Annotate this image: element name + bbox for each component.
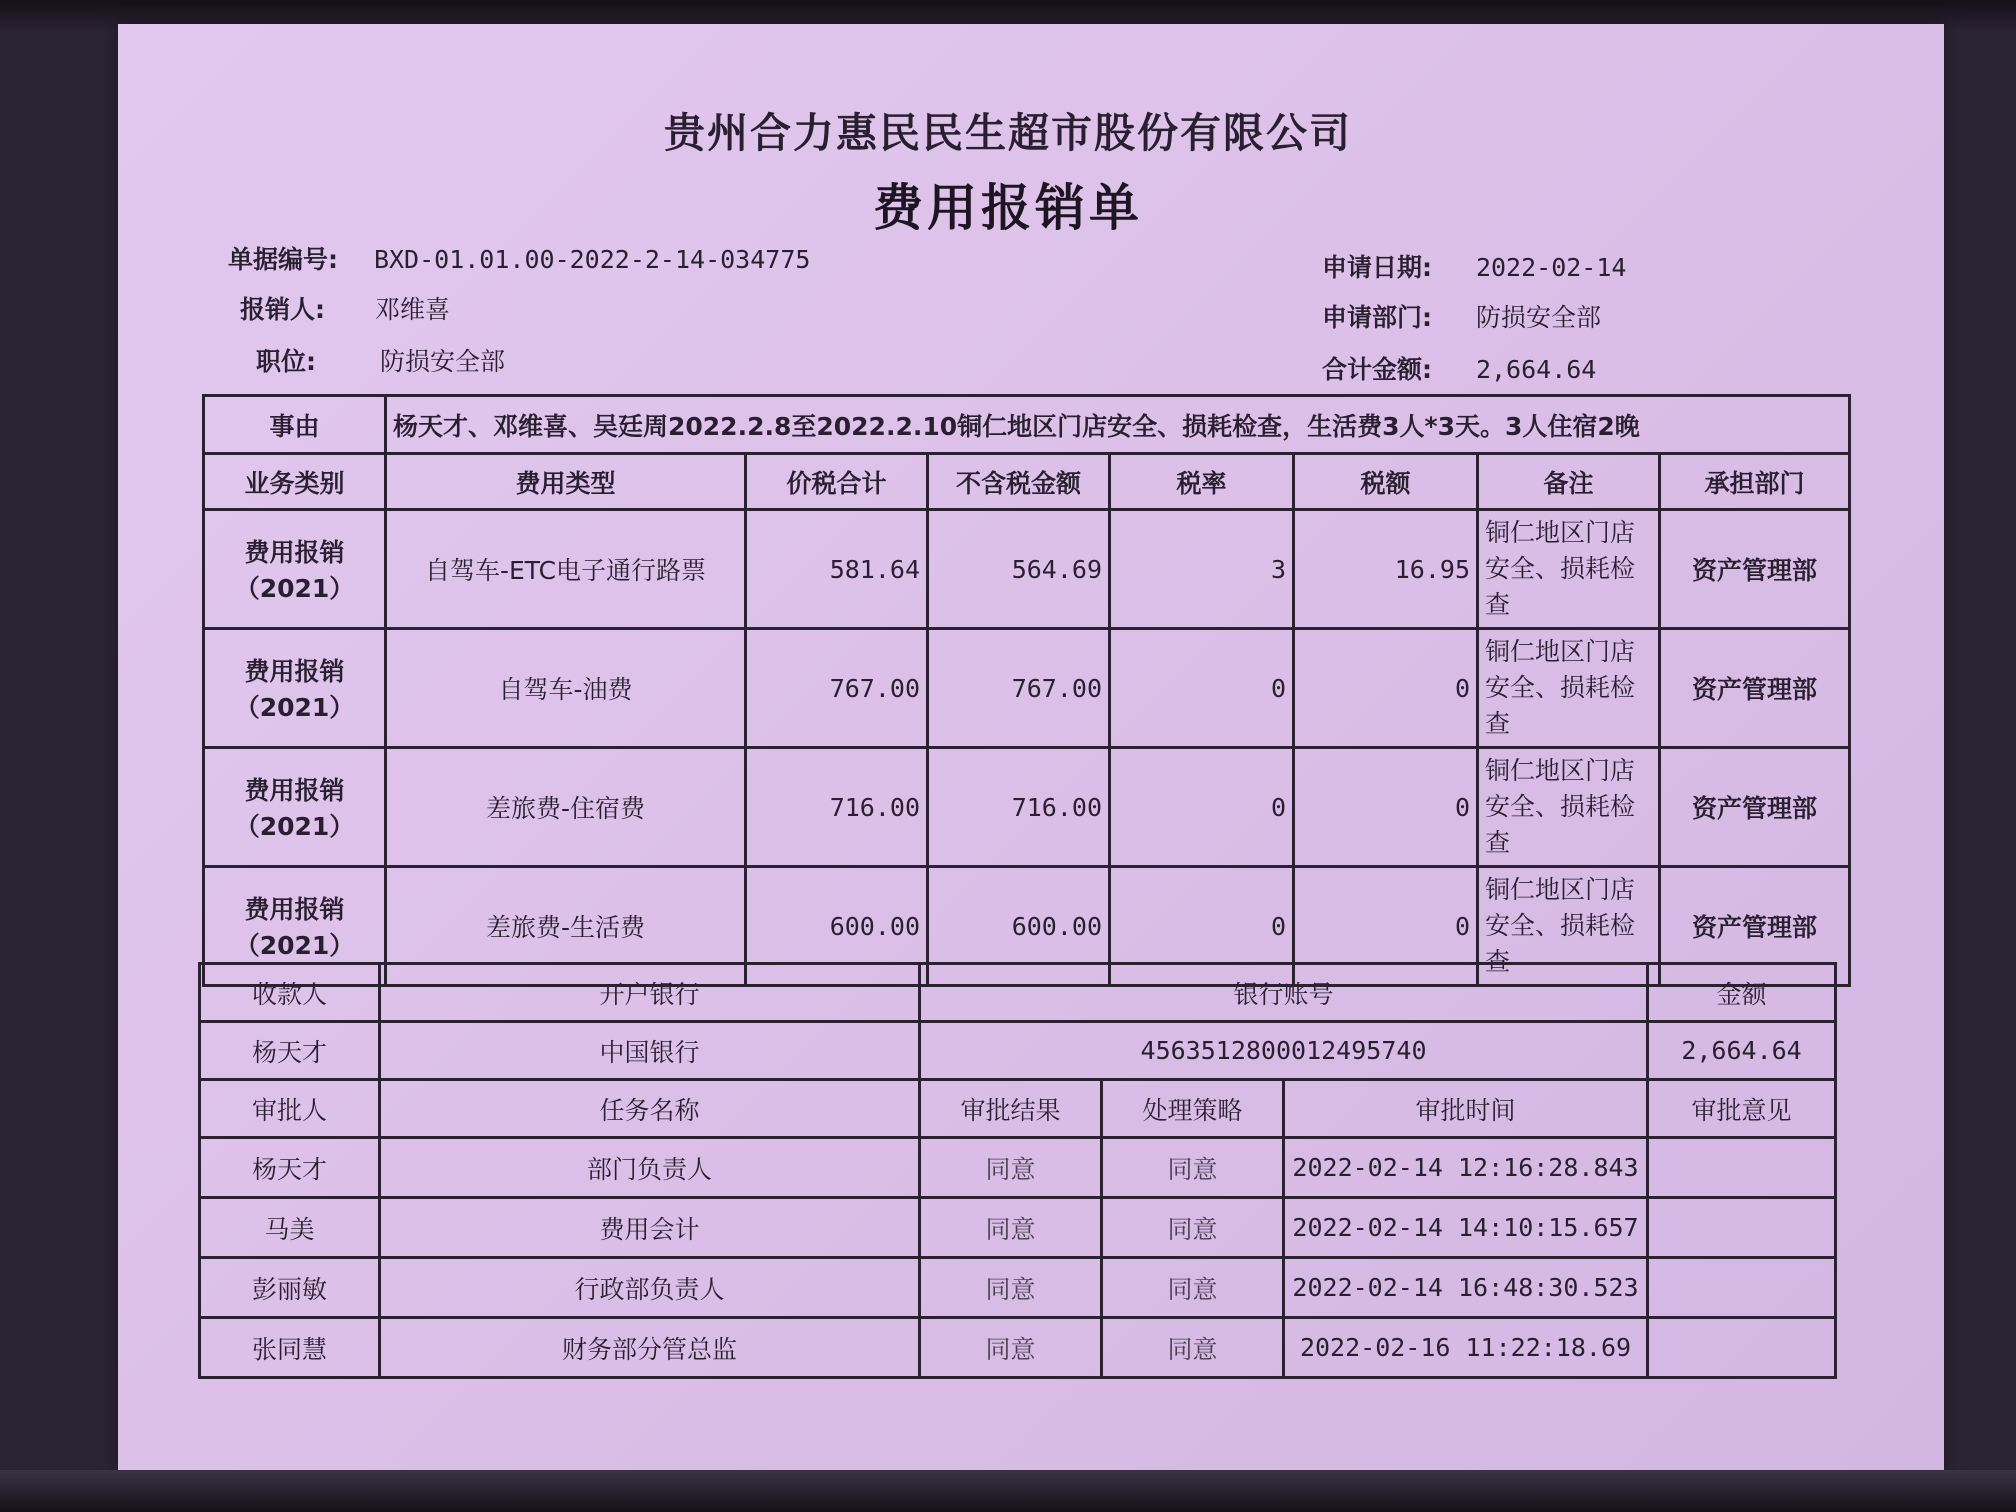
net-amount: 564.69	[928, 510, 1110, 629]
expense-category: 费用报销（2021）	[204, 867, 386, 986]
payment-row	[200, 1022, 1836, 1080]
col-header: 审批意见	[1648, 1080, 1836, 1138]
claimant-name: 邓维喜	[374, 295, 450, 324]
approver-name: 彭丽敏	[200, 1258, 380, 1318]
tax-amount: 16.95	[1294, 510, 1478, 629]
approval-header-row	[200, 1080, 1836, 1138]
approval-time: 2022-02-16 11:22:18.69	[1284, 1318, 1648, 1378]
expense-category: 费用报销（2021）	[204, 510, 386, 629]
approval-time: 2022-02-14 14:10:15.657	[1284, 1198, 1648, 1258]
net-amount: 767.00	[928, 629, 1110, 748]
tax-rate: 0	[1110, 867, 1294, 986]
expense-category: 费用报销（2021）	[204, 748, 386, 867]
col-header: 业务类别	[204, 454, 386, 510]
col-header: 税额	[1294, 454, 1478, 510]
document-title: 费用报销单	[873, 178, 1143, 237]
approval-opinion	[1648, 1138, 1836, 1198]
tax-rate: 0	[1110, 629, 1294, 748]
payment-header-row	[200, 964, 1836, 1022]
col-header: 审批时间	[1284, 1080, 1648, 1138]
approver-name: 张同慧	[200, 1318, 380, 1378]
net-amount: 600.00	[928, 867, 1110, 986]
tax-amount: 0	[1294, 867, 1478, 986]
task-name: 部门负责人	[380, 1138, 920, 1198]
apply-date: 2022-02-14	[1475, 253, 1627, 282]
col-header: 不含税金额	[928, 454, 1110, 510]
expense-type: 自驾车-ETC电子通行路票	[386, 510, 746, 629]
doc-number: BXD-01.01.00-2022-2-14-034775	[373, 245, 811, 274]
claimant-label: 报销人:	[240, 295, 325, 324]
reason-label: 事由	[204, 396, 386, 454]
col-header: 处理策略	[1102, 1080, 1284, 1138]
col-header: 收款人	[200, 964, 380, 1022]
table-row	[204, 748, 1850, 867]
col-header: 任务名称	[380, 1080, 920, 1138]
approval-opinion	[1648, 1318, 1836, 1378]
task-name: 财务部分管总监	[380, 1318, 920, 1378]
payee-name: 杨天才	[200, 1022, 380, 1080]
total-amount: 2,664.64	[1475, 355, 1597, 384]
approval-result: 同意	[920, 1138, 1102, 1198]
approval-strategy: 同意	[1102, 1258, 1284, 1318]
approver-name: 杨天才	[200, 1138, 380, 1198]
company-name: 贵州合力惠民民生超市股份有限公司	[664, 109, 1352, 157]
gross-amount: 716.00	[746, 748, 928, 867]
approval-result: 同意	[920, 1258, 1102, 1318]
bearing-dept: 资产管理部	[1660, 629, 1850, 748]
position-row	[256, 342, 505, 378]
col-header: 金额	[1648, 964, 1836, 1022]
table-row	[200, 1318, 1836, 1378]
approval-time: 2022-02-14 16:48:30.523	[1284, 1258, 1648, 1318]
dept-label: 申请部门:	[1322, 303, 1432, 332]
gross-amount: 581.64	[746, 510, 928, 629]
position-value: 防损安全部	[379, 347, 505, 376]
gross-amount: 600.00	[746, 867, 928, 986]
bearing-dept: 资产管理部	[1660, 867, 1850, 986]
expense-type: 差旅费-住宿费	[386, 748, 746, 867]
approval-strategy: 同意	[1102, 1198, 1284, 1258]
dept-row	[1322, 298, 1601, 334]
payment-approval-table	[198, 962, 1837, 1379]
bearing-dept: 资产管理部	[1660, 748, 1850, 867]
total-row	[1322, 350, 1596, 386]
bank-name: 中国银行	[380, 1022, 920, 1080]
date-label: 申请日期:	[1322, 253, 1432, 282]
col-header: 税率	[1110, 454, 1294, 510]
expense-table	[202, 394, 1851, 987]
col-header: 审批人	[200, 1080, 380, 1138]
col-header: 价税合计	[746, 454, 928, 510]
task-name: 行政部负责人	[380, 1258, 920, 1318]
expense-category: 费用报销（2021）	[204, 629, 386, 748]
doc-number-label: 单据编号:	[228, 245, 338, 274]
expense-type: 自驾车-油费	[386, 629, 746, 748]
net-amount: 716.00	[928, 748, 1110, 867]
approval-time: 2022-02-14 12:16:28.843	[1284, 1138, 1648, 1198]
doc-number-row	[228, 240, 810, 276]
table-row	[204, 510, 1850, 629]
expense-note: 铜仁地区门店安全、损耗检查	[1478, 629, 1660, 748]
approval-strategy: 同意	[1102, 1138, 1284, 1198]
col-header: 承担部门	[1660, 454, 1850, 510]
tax-rate: 3	[1110, 510, 1294, 629]
expense-header-row	[204, 454, 1850, 510]
table-row	[200, 1138, 1836, 1198]
payment-amount: 2,664.64	[1648, 1022, 1836, 1080]
approval-opinion	[1648, 1198, 1836, 1258]
reason-text: 杨天才、邓维喜、吴廷周2022.2.8至2022.2.10铜仁地区门店安全、损耗检查，生活费3人*3天。3人住宿2晚	[386, 396, 1850, 454]
apply-dept: 防损安全部	[1475, 303, 1601, 332]
table-row	[200, 1258, 1836, 1318]
approval-result: 同意	[920, 1198, 1102, 1258]
table-row	[204, 629, 1850, 748]
expense-note: 铜仁地区门店安全、损耗检查	[1478, 867, 1660, 986]
tax-amount: 0	[1294, 629, 1478, 748]
bearing-dept: 资产管理部	[1660, 510, 1850, 629]
col-header: 费用类型	[386, 454, 746, 510]
approval-result: 同意	[920, 1318, 1102, 1378]
claimant-row	[240, 290, 450, 326]
reason-row	[204, 396, 1850, 454]
monitor-bezel-bottom	[0, 1470, 2016, 1512]
col-header: 备注	[1478, 454, 1660, 510]
approver-name: 马美	[200, 1198, 380, 1258]
date-row	[1322, 248, 1626, 284]
expense-note: 铜仁地区门店安全、损耗检查	[1478, 748, 1660, 867]
expense-note: 铜仁地区门店安全、损耗检查	[1478, 510, 1660, 629]
approval-strategy: 同意	[1102, 1318, 1284, 1378]
approval-opinion	[1648, 1258, 1836, 1318]
position-label: 职位:	[256, 347, 316, 376]
gross-amount: 767.00	[746, 629, 928, 748]
tax-rate: 0	[1110, 748, 1294, 867]
task-name: 费用会计	[380, 1198, 920, 1258]
tax-amount: 0	[1294, 748, 1478, 867]
expense-type: 差旅费-生活费	[386, 867, 746, 986]
col-header: 审批结果	[920, 1080, 1102, 1138]
col-header: 开户银行	[380, 964, 920, 1022]
bank-account: 4563512800012495740	[920, 1022, 1648, 1080]
total-label: 合计金额:	[1322, 355, 1432, 384]
col-header: 银行账号	[920, 964, 1648, 1022]
table-row	[200, 1198, 1836, 1258]
